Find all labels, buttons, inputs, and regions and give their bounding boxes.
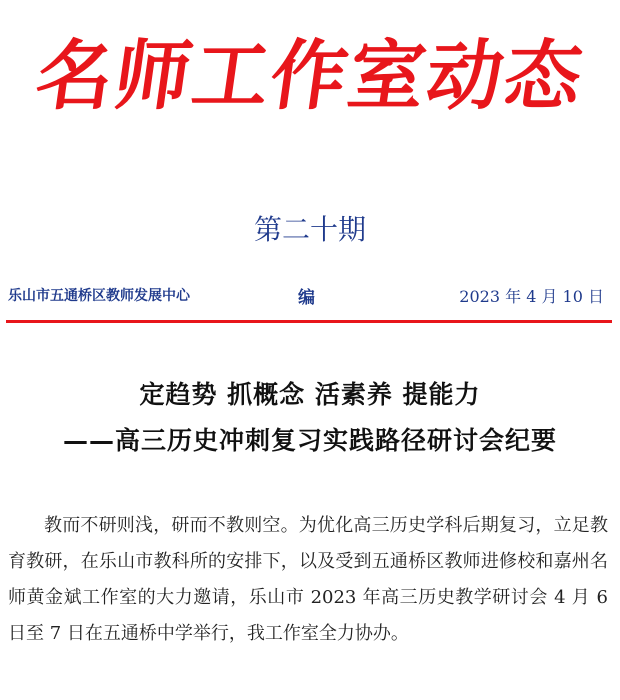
article-headline: 定趋势 抓概念 活素养 提能力 xyxy=(139,380,481,409)
publication-date: 2023 年 4 月 10 日 xyxy=(459,287,604,306)
header-divider xyxy=(6,320,612,323)
issue-number: 第二十期 xyxy=(253,213,366,246)
article-paragraph: 教而不研则浅，研而不教则空。为优化高三历史学科后期复习，立足教育教研，在乐山市教科所的安排下，以及受到五通桥区教师进修校和嘉州名师黄金斌工作室的大力邀请，乐山市 2023 年高三历史教学研讨会 4 月 6 日至 7 日在五通桥中学举行，我工作室全力协办。 xyxy=(8,515,608,644)
publisher-name: 乐山市五通桥区教师发展中心 xyxy=(8,288,190,304)
masthead-title: 名师工作室动态 xyxy=(30,31,590,120)
editor-label: 编 xyxy=(298,288,315,308)
article-subheadline: ——高三历史冲刺复习实践路径研讨会纪要 xyxy=(62,426,557,455)
publication-info-row xyxy=(8,283,608,307)
